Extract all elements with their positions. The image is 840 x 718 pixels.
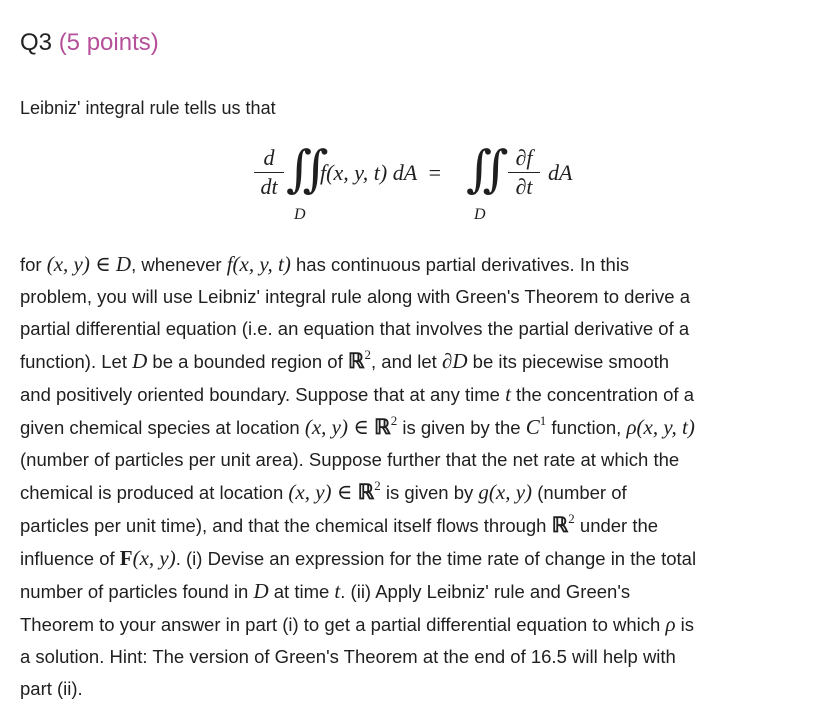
- lhs-double-integral: ∬: [286, 140, 313, 198]
- question-heading: [20, 28, 159, 58]
- lhs-integrand-text: f(x, y, t) dA: [320, 160, 418, 185]
- leibniz-formula: [0, 140, 840, 235]
- body-line: influence of F(x, y). (i) Devise an expression for the time rate of change in the total: [20, 546, 697, 570]
- lhs-numerator: d: [263, 145, 275, 170]
- body-line: (number of particles per unit area). Suppose further that the net rate at which the: [20, 449, 680, 470]
- body-line: chemical is produced at location (x, y) ∈ ℝ$^2$ is given by g(x, y) (number of: [20, 478, 627, 504]
- lhs-denominator: dt: [260, 174, 278, 199]
- body-line: for (x, y) ∈ D, whenever f(x, y, t) has continuous partial derivatives. In this: [20, 252, 630, 276]
- question-number: Q3: [20, 29, 53, 56]
- lhs-integrand: [320, 160, 441, 186]
- rhs-double-integral: ∬: [466, 140, 493, 198]
- equals-sign: =: [428, 160, 442, 185]
- body-line: function). Let D be a bounded region of ℝ$^2$, and let ∂D be its piecewise smooth: [20, 347, 670, 373]
- body-line: given chemical species at location (x, y) ∈ ℝ$^2$ is given by the $C^1$ function, ρ(x, y, t): [20, 413, 695, 439]
- lhs-region-label: D: [294, 206, 306, 223]
- rhs-tail-text: dA: [548, 160, 573, 185]
- rhs-denominator: ∂t: [515, 174, 533, 199]
- rhs-partial-fraction: [508, 146, 540, 199]
- rhs-numerator: ∂f: [515, 145, 533, 170]
- body-line: a solution. Hint: The version of Green's Theorem at the end of 16.5 will help with: [20, 646, 676, 667]
- body-line: part (ii).: [20, 678, 83, 699]
- intro-text: Leibniz' integral rule tells us that: [20, 98, 276, 118]
- body-line: Theorem to your answer in part (i) to get a partial differential equation to which ρ is: [20, 612, 695, 636]
- body-line: number of particles found in D at time t. (ii) Apply Leibniz' rule and Green's: [20, 579, 631, 603]
- rhs-region-label: D: [474, 206, 486, 223]
- rhs-tail: [548, 160, 572, 186]
- body-line: particles per unit time), and that the chemical itself flows through ℝ$^2$ under the: [20, 511, 659, 537]
- body-line: problem, you will use Leibniz' integral rule along with Green's Theorem to derive a: [20, 286, 690, 307]
- question-points: (5 points): [58, 29, 159, 56]
- problem-body: [20, 248, 820, 705]
- body-line: and positively oriented boundary. Suppose that at any time t the concentration of a: [20, 382, 694, 406]
- body-line: partial differential equation (i.e. an equation that involves the partial derivative of a: [20, 318, 690, 339]
- lhs-derivative-fraction: [254, 146, 284, 199]
